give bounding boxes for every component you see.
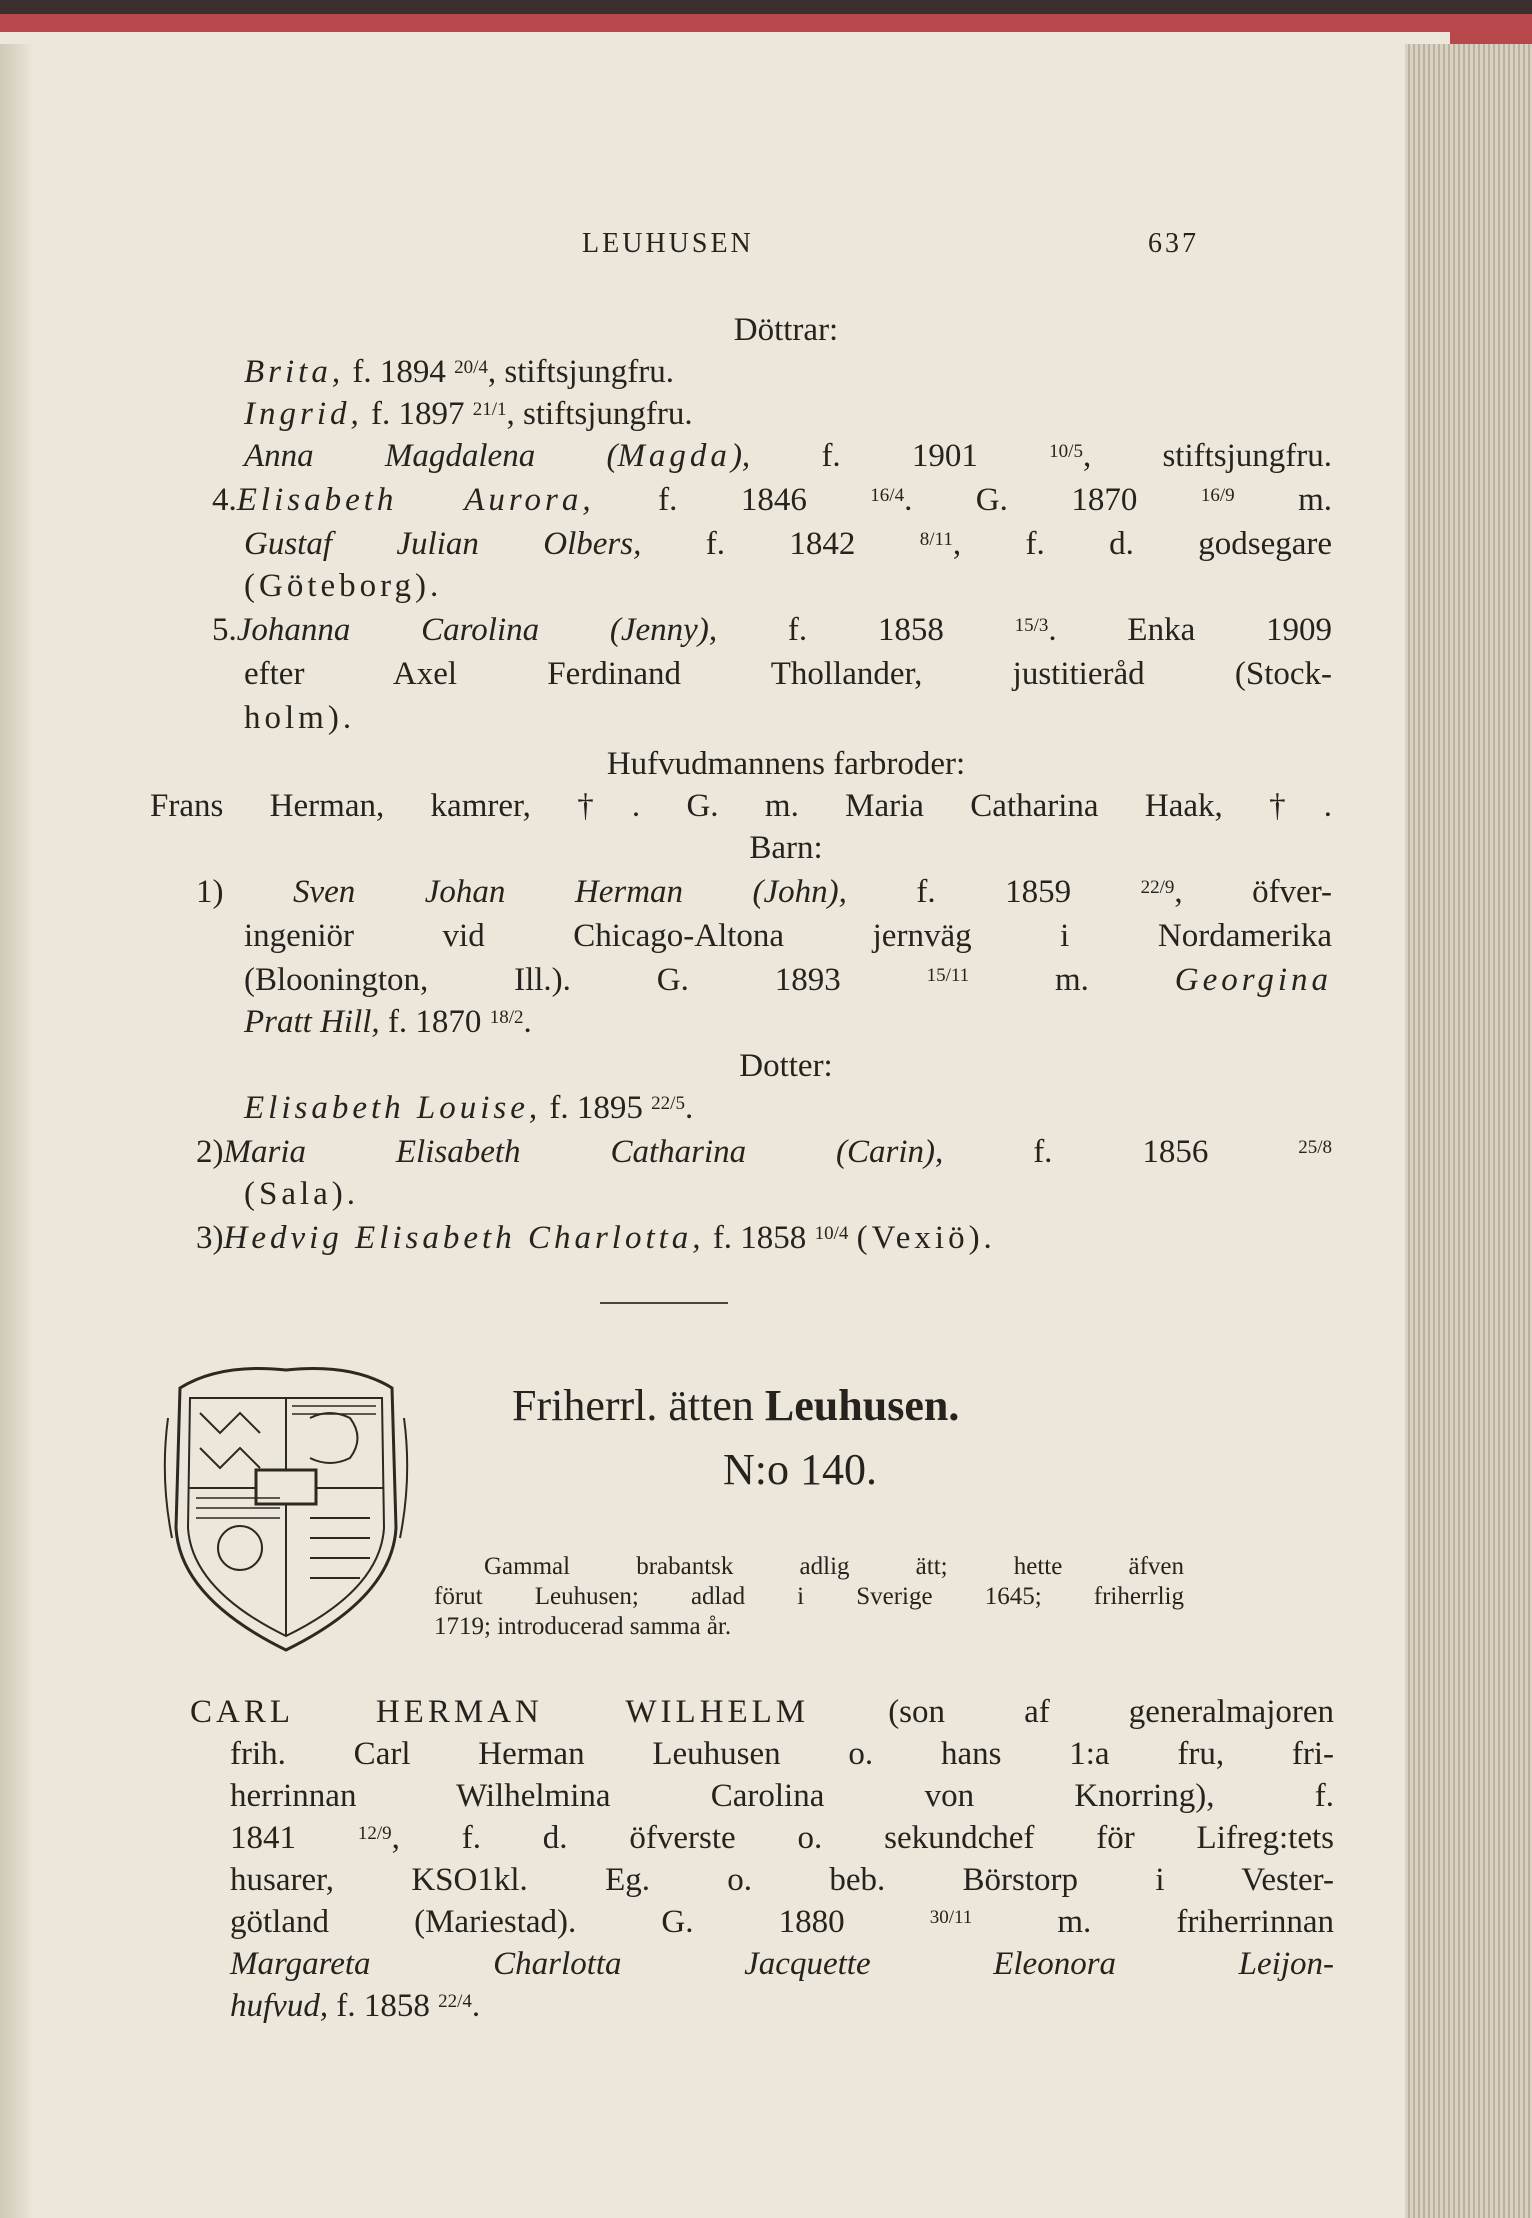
main-line4: 1841 $^{12/9}$, f. d. öfverste o. sekundchef för Lifreg:tets: [230, 1820, 1334, 1856]
child-1-line3: (Bloonington, Ill.). G. 1893 $^{15/11}$ m. Georgina: [244, 962, 1333, 998]
child-2-line1: 2)Maria Elisabeth Catharina (Carin), f. 1856 $^{25/8}$: [196, 1134, 1333, 1170]
section-number: N:o 140.: [723, 1445, 877, 1494]
farbroder-heading: Hufvudmannens farbroder:: [606, 746, 966, 782]
section-title: Friherrl. ätten Leuhusen.: [512, 1381, 960, 1430]
page-number: 637: [1148, 228, 1199, 259]
child-1-line4: Pratt Hill, f. 1870 $^{18/2}$.: [244, 1004, 532, 1040]
section-desc-line2: förut Leuhusen; adlad i Sverige 1645; friherrlig: [434, 1583, 1184, 1610]
main-line1: CARL HERMAN WILHELM (son af generalmajoren: [190, 1694, 1335, 1730]
section-desc-line3: 1719; introducerad samma år.: [434, 1613, 732, 1640]
main-line6: götland (Mariestad). G. 1880 $^{30/11}$ m. friherrinnan: [230, 1904, 1334, 1940]
main-line3: herrinnan Wilhelmina Carolina von Knorring), f.: [230, 1778, 1334, 1814]
entry-5-line3: holm).: [244, 700, 356, 736]
entry-anna: Anna Magdalena (Magda), f. 1901 $^{10/5}$, stiftsjungfru.: [244, 438, 1333, 474]
entry-brita: Brita, f. 1894 $^{20/4}$, stiftsjungfru.: [244, 354, 674, 390]
entry-5-line1: 5.Johanna Carolina (Jenny), f. 1858 $^{15/3}$. Enka 1909: [212, 612, 1332, 648]
dotter-heading: Dotter:: [739, 1048, 833, 1084]
child-1-line1: 1) Sven Johan Herman (John), f. 1859 $^{22/9}$, öfver-: [196, 874, 1333, 910]
running-head: LEUHUSEN: [582, 228, 754, 259]
entry-4-line1: 4.Elisabeth Aurora, f. 1846 $^{16/4}$. G. 1870 $^{16/9}$ m.: [212, 482, 1332, 518]
section-desc-line1: Gammal brabantsk adlig ätt; hette äfven: [484, 1553, 1184, 1580]
entry-4-line2: Gustaf Julian Olbers, f. 1842 $^{8/11}$, f. d. godsegare: [244, 526, 1333, 562]
main-line5: husarer, KSO1kl. Eg. o. beb. Börstorp i Vester-: [230, 1862, 1334, 1898]
child-3-line1: 3)Hedvig Elisabeth Charlotta, f. 1858 $^{10/4}$ (Vexiö).: [196, 1220, 996, 1256]
child-2-line2: (Sala).: [244, 1176, 360, 1212]
barn-heading: Barn:: [749, 830, 823, 866]
frans-line: Frans Herman, kamrer, †. G. m. Maria Catharina Haak, †.: [150, 788, 1332, 824]
dottrar-heading: Döttrar:: [733, 312, 839, 348]
child-1-line2: ingeniör vid Chicago-Altona jernväg i Nordamerika: [244, 918, 1332, 954]
entry-5-line2: efter Axel Ferdinand Thollander, justitieråd (Stock-: [244, 656, 1332, 692]
dotter-entry: Elisabeth Louise, f. 1895 $^{22/5}$.: [244, 1090, 694, 1126]
main-line8: hufvud, f. 1858 $^{22/4}$.: [230, 1988, 481, 2024]
main-line7: Margareta Charlotta Jacquette Eleonora Leijon-: [230, 1946, 1334, 1982]
entry-ingrid: Ingrid, f. 1897 $^{21/1}$, stiftsjungfru.: [244, 396, 693, 432]
entry-4-line3: (Göteborg).: [244, 568, 443, 604]
main-line2: frih. Carl Herman Leuhusen o. hans 1:a fru, fri-: [230, 1736, 1334, 1772]
